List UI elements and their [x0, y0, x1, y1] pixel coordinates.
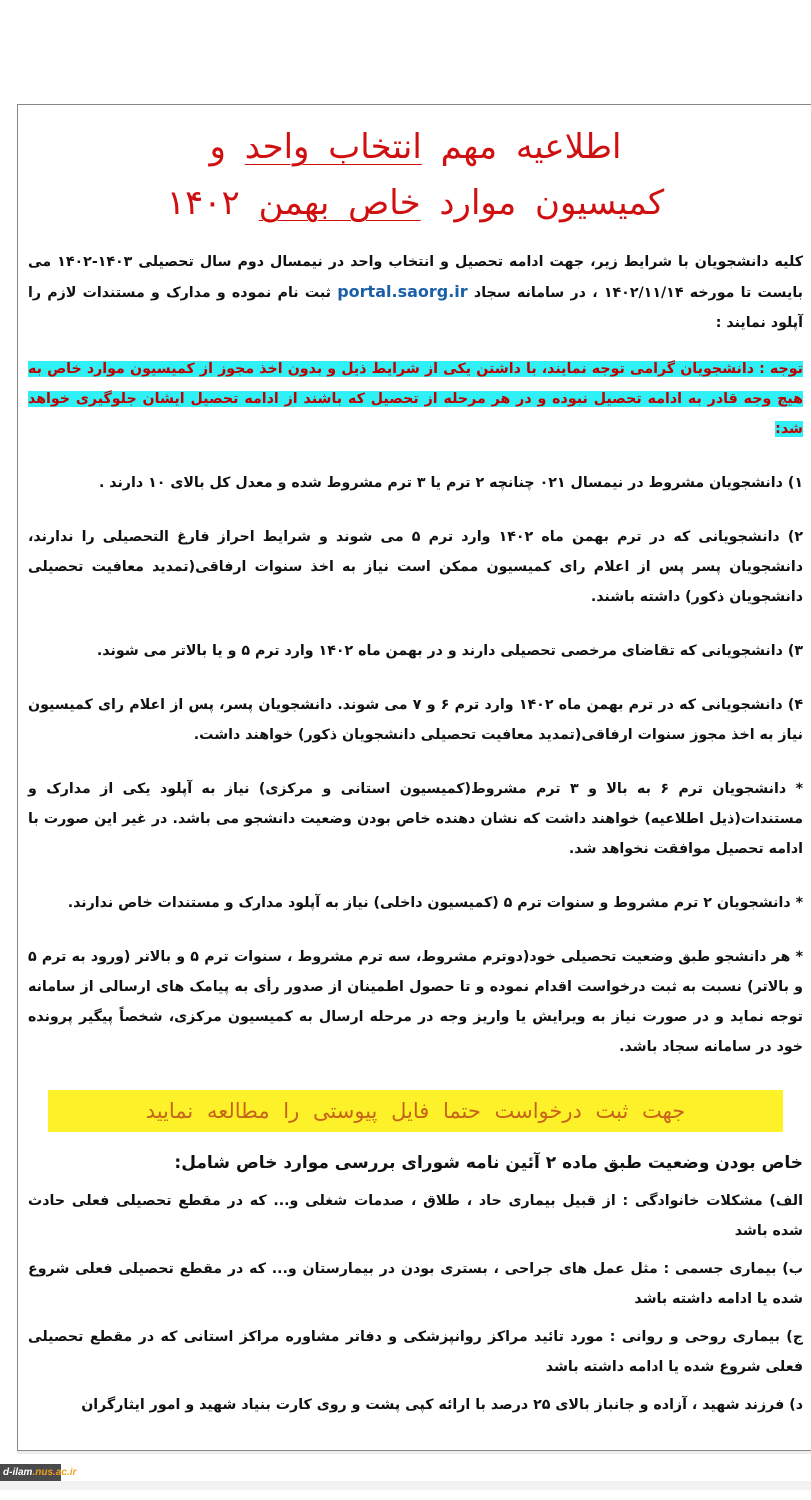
special-cases-heading: خاص بودن وضعیت طبق ماده ۲ آئین نامه شورای بررسی موارد خاص شامل:	[174, 1153, 803, 1173]
title-underlined: انتخاب واحد	[244, 127, 422, 167]
title-text: کمیسیون موارد	[420, 183, 665, 223]
title-underlined: خاص بهمن	[258, 183, 421, 223]
watermark-text: d-ilam	[3, 1467, 33, 1478]
intro-text: کلیه دانشجویان با شرایط زیر، جهت ادامه تحصیل و انتخاب واحد در نیمسال دوم سال تحصیلی ۱۴۰۳-۱۴۰۲ می بایست تا مورخه ۱۴۰۲/۱۱/۱۴ ، در سامانه سجاد	[28, 254, 803, 301]
special-item-a: الف) مشکلات خانوادگی : از قبیل بیماری حاد ، طلاق ، صدمات شغلی و... که در مقطع تحصیلی فعلی حادث شده باشد	[28, 1193, 803, 1239]
condition-1: ۱) دانشجویان مشروط در نیمسال ۰۲۱ چنانچه ۲ ترم یا ۳ ترم مشروط شده و معدل کل بالای ۱۰ دارند .	[98, 475, 803, 491]
warning-note	[28, 354, 803, 444]
watermark-domain: .nus.ac.ir	[32, 1467, 77, 1478]
title-text: اطلاعیه مهم	[421, 127, 622, 167]
remark-1: * دانشجویان ترم ۶ به بالا و ۳ ترم مشروط(کمیسیون استانی و مرکزی) نیاز به آپلود یکی از مدارک و مستندات(ذیل اطلاعیه) خواهند داشت که نشان دهنده خاص بودن وضعیت دانشجو می باشد. در غیر این صورت با ادامه تحصیل موافقت نخواهد شد.	[28, 781, 803, 857]
site-watermark[interactable]	[0, 1464, 77, 1481]
footer	[0, 1464, 811, 1500]
title-line-2	[28, 175, 803, 231]
title-line-1	[28, 119, 803, 175]
warning-note-text: توجه : دانشجویان گرامی توجه نمایند، با داشتن یکی از شرایط ذیل و بدون اخذ مجوز از کمیسیون موارد خاص به هیچ وجه قادر به ادامه تحصیل نبوده و در هر مرحله از تحصیل که باشند از ادامه تحصیل ایشان جلوگیری خواهد شد:	[28, 361, 803, 437]
condition-3: ۳) دانشجویانی که تقاضای مرخصی تحصیلی دارند و در بهمن ماه ۱۴۰۲ وارد ترم ۵ و یا بالاتر می شوند.	[96, 643, 803, 659]
condition-2: ۲) دانشجویانی که در ترم بهمن ماه ۱۴۰۲ وارد ترم ۵ می شوند و شرایط احراز فارغ التحصیلی را ندارند، دانشجویان پسر پس از اعلام رای کمیسیون ممکن است نیاز به اخذ سنوات ارفاقی(تمدید معافیت تحصیلی دانشجویان ذکور) داشته باشند.	[28, 529, 804, 605]
remark-2: * دانشجویان ۲ ترم مشروط و سنوات ترم ۵ (کمیسیون داخلی) نیاز به آپلود مدارک و مستندات خاص ندارند.	[67, 895, 803, 911]
sheet-shadow	[17, 1451, 811, 1454]
title-text: ۱۴۰۲	[166, 183, 259, 223]
title-text: و	[209, 127, 245, 167]
intro-paragraph	[28, 247, 803, 338]
special-item-c: ج) بیماری روحی و روانی : مورد تائید مراکز روانپزشکی و دفاتر مشاوره مراکز استانی که در مقطع تحصیلی فعلی شروع شده یا ادامه داشته باشد	[28, 1329, 803, 1375]
intro-text: ثبت نام نموده و مدارک و مستندات لازم را آپلود نمایند :	[28, 285, 803, 331]
announcement-sheet	[17, 104, 811, 1451]
condition-4: ۴) دانشجویانی که در ترم بهمن ماه ۱۴۰۲ وارد ترم ۶ و ۷ می شوند. دانشجویان پسر، پس از اعلام رای کمیسیون نیاز به اخذ مجوز سنوات ارفاقی(تمدید معافیت تحصیلی دانشجویان ذکور) خواهند داشت.	[28, 697, 803, 743]
bottom-bar	[0, 1481, 811, 1490]
special-item-d: د) فرزند شهید ، آزاده و جانباز بالای ۲۵ درصد با ارائه کپی پشت و روی کارت بنیاد شهید و امور ایثارگران	[81, 1397, 803, 1413]
attachment-banner: جهت ثبت درخواست حتما فایل پیوستی را مطالعه نمایید	[48, 1090, 783, 1132]
special-item-b: ب) بیماری جسمی : مثل عمل های جراحی ، بستری بودن در بیمارستان و... که در مقطع تحصیلی فعلی شروع شده یا ادامه داشته باشد	[28, 1261, 803, 1307]
portal-link[interactable]: portal.saorg.ir	[337, 282, 468, 301]
remark-3: * هر دانشجو طبق وضعیت تحصیلی خود(دوترم مشروط، سه ترم مشروط ، سنوات ترم ۵ و بالاتر (ورود به ترم ۵ و بالاتر) نسبت به ثبت درخواست اقدام نموده و تا حصول اطمینان از صدور رأی به پیامک های ارسالی از سامانه توجه نماید و در صورت نیاز به ویرایش یا واریز وجه در مرحله ارسال به کمیسیون مرکزی، شخصاً پیگیر پرونده خود در سامانه سجاد باشد.	[28, 949, 803, 1055]
